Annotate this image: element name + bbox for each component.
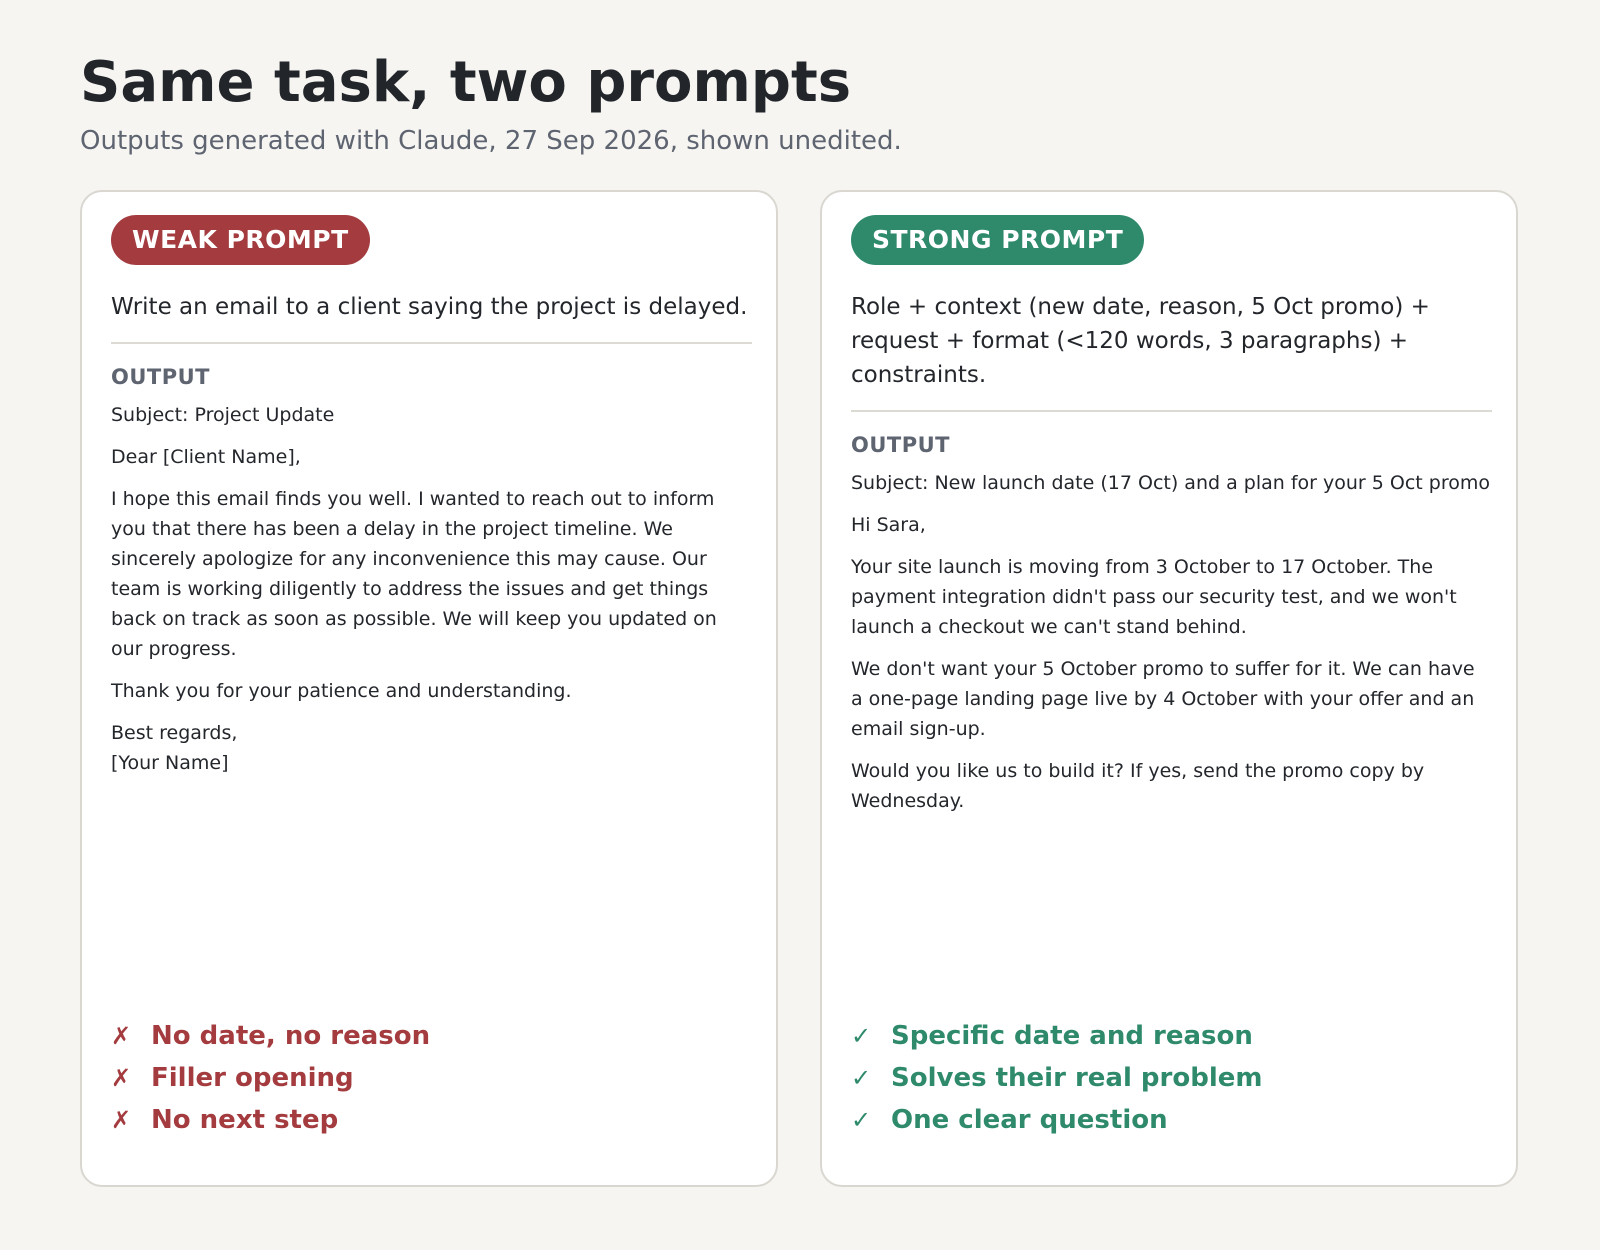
- strong-email-greeting: Hi Sara,: [851, 514, 926, 536]
- weak-verdict-item: [111, 1057, 752, 1099]
- strong-prompt-text: Role + context (new date, reason, 5 Oct promo) + request + format (<120 words, 3 paragraphs) + constraints.: [851, 294, 1430, 388]
- strong-card-divider: [851, 410, 1492, 412]
- strong-email-paragraph-2: We don't want your 5 October promo to suffer for it. We can have a one-page landing page live by 4 October with your offer and an email sign-up.: [851, 658, 1475, 740]
- weak-card-divider: [111, 342, 752, 344]
- weak-prompt-text: Write an email to a client saying the project is delayed.: [111, 294, 748, 320]
- weak-verdict-item: [111, 1099, 752, 1141]
- strong-output-email: [851, 468, 1492, 816]
- strong-verdict-text: Solves their real problem: [891, 1063, 1263, 1093]
- weak-output-label: OUTPUT: [111, 365, 210, 389]
- strong-verdict-item: [851, 1015, 1492, 1057]
- check-mark-icon: ✓: [851, 1106, 872, 1134]
- weak-prompt-card: [80, 190, 778, 1187]
- check-mark-icon: ✓: [851, 1022, 872, 1050]
- strong-verdict-item: [851, 1099, 1492, 1141]
- cross-mark-icon: ✗: [111, 1022, 132, 1050]
- weak-verdict-list: [111, 1015, 752, 1141]
- weak-output-email: [111, 400, 752, 778]
- weak-email-subject: Subject: Project Update: [111, 404, 335, 426]
- weak-verdict-text: Filler opening: [151, 1063, 354, 1093]
- cross-mark-icon: ✗: [111, 1064, 132, 1092]
- weak-email-closing: [111, 718, 752, 778]
- strong-output-label: OUTPUT: [851, 433, 950, 457]
- weak-prompt-badge: WEAK PROMPT: [111, 215, 370, 265]
- weak-email-greeting: Dear [Client Name],: [111, 446, 301, 468]
- weak-email-signoff: Best regards,: [111, 722, 238, 744]
- page-title: Same task, two prompts: [80, 50, 852, 115]
- weak-verdict-item: [111, 1015, 752, 1057]
- cross-mark-icon: ✗: [111, 1106, 132, 1134]
- strong-verdict-item: [851, 1057, 1492, 1099]
- strong-prompt-badge: STRONG PROMPT: [851, 215, 1144, 265]
- strong-prompt-card: [820, 190, 1518, 1187]
- weak-verdict-text: No next step: [151, 1105, 339, 1135]
- strong-email-paragraph-1: Your site launch is moving from 3 October to 17 October. The payment integration didn't pass our security test, and we won't launch a checkout we can't stand behind.: [851, 556, 1457, 638]
- strong-verdict-text: One clear question: [891, 1105, 1168, 1135]
- check-mark-icon: ✓: [851, 1064, 872, 1092]
- strong-verdict-text: Specific date and reason: [891, 1021, 1253, 1051]
- weak-email-body: I hope this email finds you well. I wanted to reach out to inform you that there has been a delay in the project timeline. We sincerely apologize for any inconvenience this may cause. Our team is working diligently to address the issues and get things back on track as soon as possible. We will keep you updated on our progress.: [111, 488, 717, 660]
- strong-email-paragraph-3: Would you like us to build it? If yes, send the promo copy by Wednesday.: [851, 760, 1425, 812]
- weak-email-thanks: Thank you for your patience and understanding.: [111, 680, 572, 702]
- strong-email-subject: Subject: New launch date (17 Oct) and a plan for your 5 Oct promo: [851, 472, 1490, 494]
- weak-verdict-text: No date, no reason: [151, 1021, 431, 1051]
- weak-email-signature: [Your Name]: [111, 752, 229, 774]
- strong-verdict-list: [851, 1015, 1492, 1141]
- page-subtitle: Outputs generated with Claude, 27 Sep 2026, shown unedited.: [80, 126, 902, 156]
